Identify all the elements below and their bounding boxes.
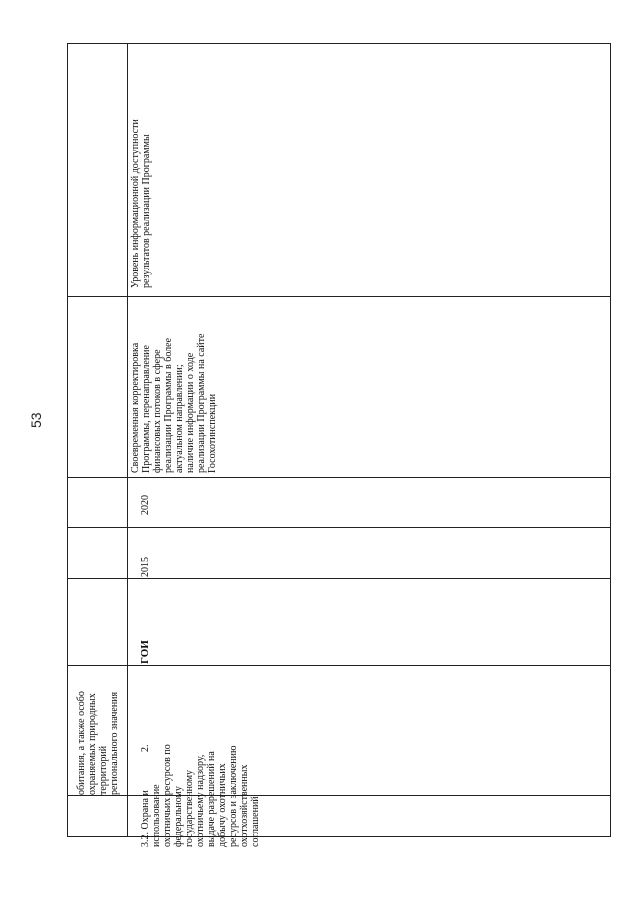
table-border-top — [67, 43, 611, 44]
row-number: 2. — [140, 744, 151, 752]
expected-result: Своевременная корректировка Программы, перенаправление финансовых потоков в сфере реализации Программы в более актуальном направлении; наличие информации о ходе реализации Программы на сайте Госохотинспекции — [130, 333, 218, 473]
col-separator — [67, 296, 611, 297]
col-separator — [67, 578, 611, 579]
target-indicator: Уровень информационной доступности результатов реализации Программы — [130, 119, 152, 288]
end-year: 2020 — [140, 495, 151, 515]
continuation-description: обитания, а также особо охраняемых природных территорий регионального значения — [76, 691, 120, 795]
col-separator — [67, 665, 611, 666]
responsible-executor: ГОИ — [139, 640, 151, 664]
row-separator — [127, 43, 128, 837]
page-number: 53 — [28, 412, 44, 428]
measure-description: 3.2. Охрана и использование охотничьих ресурсов по федеральному государственному охотничьему надзору, выдаче разрешений на добычу охотничьих ресурсов и заключению охотхозяйственных соглашений — [140, 744, 261, 847]
table-border-right — [610, 43, 611, 837]
table-border-left — [67, 43, 68, 837]
start-year: 2015 — [140, 557, 151, 577]
